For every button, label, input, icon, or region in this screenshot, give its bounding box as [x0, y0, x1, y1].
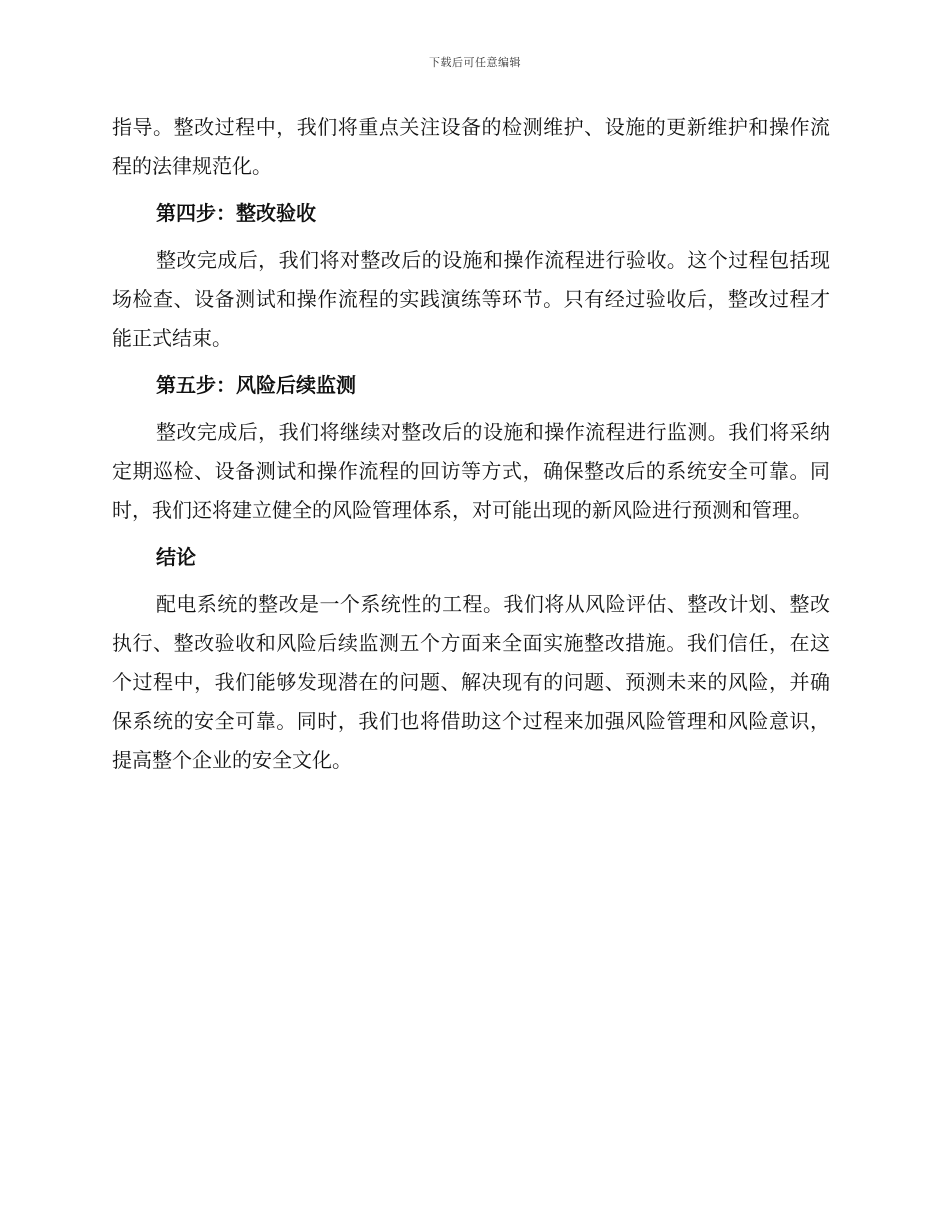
- section-heading-step-four: 第四步：整改验收: [156, 201, 316, 225]
- paragraph-acceptance: 整改完成后，我们将对整改后的设施和操作流程进行验收。这个过程包括现场检查、设备测试和操作流程的实践演练等环节。只有经过验收后，整改过程才能正式结束。: [112, 248, 830, 350]
- document-body: [112, 108, 830, 788]
- section-heading-step-five: 第五步：风险后续监测: [156, 373, 356, 397]
- section-heading-conclusion: 结论: [156, 545, 196, 569]
- paragraph-monitoring: 整改完成后，我们将继续对整改后的设施和操作流程进行监测。我们将采纳定期巡检、设备测试和操作流程的回访等方式，确保整改后的系统安全可靠。同时，我们还将建立健全的风险管理体系，对可能出现的新风险进行预测和管理。: [112, 420, 830, 522]
- page-header: 下载后可任意编辑: [429, 56, 521, 69]
- paragraph-conclusion: 配电系统的整改是一个系统性的工程。我们将从风险评估、整改计划、整改执行、整改验收和风险后续监测五个方面来全面实施整改措施。我们信任，在这个过程中，我们能够发现潜在的问题、解决现有的问题、预测未来的风险，并确保系统的安全可靠。同时，我们也将借助这个过程来加强风险管理和风险意识，提高整个企业的安全文化。: [112, 592, 830, 772]
- paragraph-continued: 指导。整改过程中，我们将重点关注设备的检测维护、设施的更新维护和操作流程的法律规范化。: [112, 115, 830, 178]
